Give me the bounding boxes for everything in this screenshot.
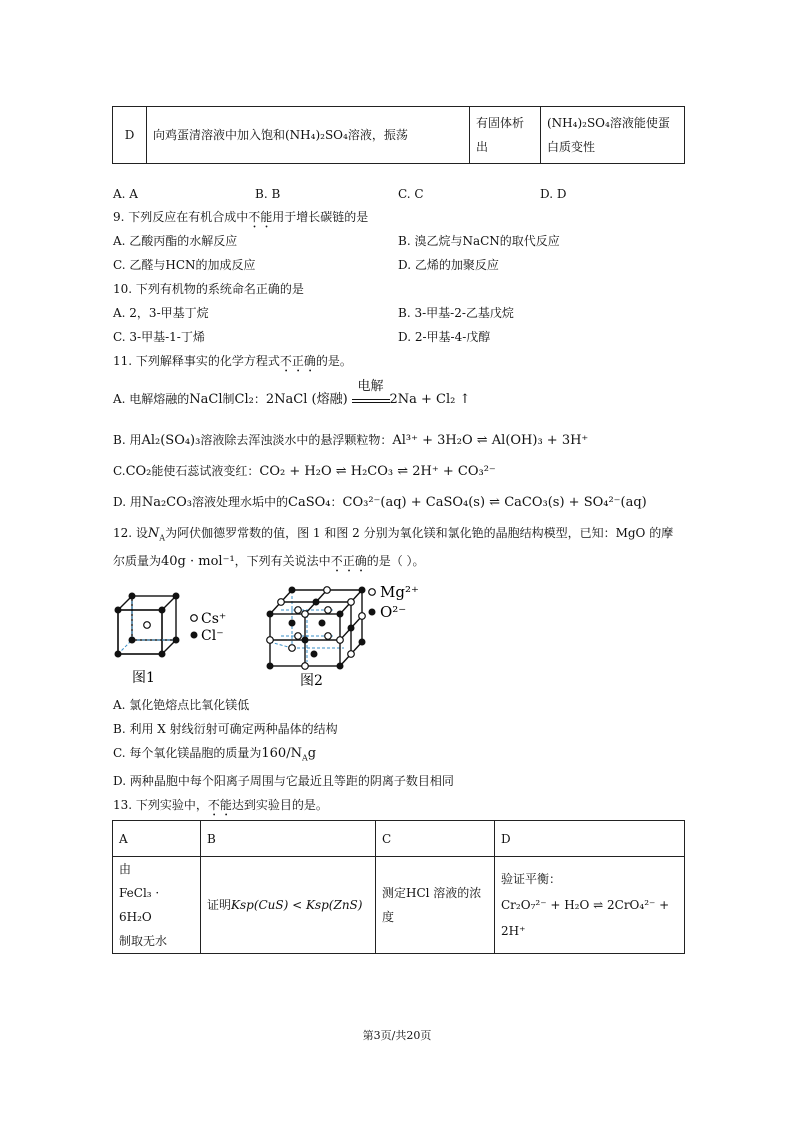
q12-option-a: A. 氯化铯熔点比氧化镁低: [113, 698, 250, 712]
legend-cs: Cs⁺: [201, 611, 227, 627]
electrolysis-condition: 电解: [352, 394, 390, 403]
q8-table-row-d: [112, 106, 685, 164]
q10-option-d: D. 2-甲基-4-戊醇: [398, 330, 491, 344]
legend-mg: Mg²⁺: [380, 583, 419, 601]
q11-option-c: C.CO₂能使石蕊试液变红：CO₂ + H₂O ⇌ H₂CO₃ ⇌ 2H⁺ + CO₃²⁻: [113, 464, 496, 479]
q12-stem-line2: 尔质量为40g · mol⁻¹，下列有关说法中不正确的是（ ）。: [113, 554, 425, 569]
q13-stem: 13. 下列实验中，不能达到实验目的是。: [113, 798, 328, 812]
q13-cell-a: 由 FeCl₃ · 6H₂O 制取无水: [113, 857, 201, 954]
q9-stem: 9. 下列反应在有机合成中不能用于增长碳链的是: [113, 210, 369, 224]
figure-2-caption: 图2: [300, 673, 323, 689]
q9-option-a: A. 乙酸丙酯的水解反应: [113, 234, 238, 248]
q9-option-c: C. 乙醛与HCN的加成反应: [113, 258, 256, 272]
q12-option-c: C. 每个氧化镁晶胞的质量为$160/N_Ag$: [113, 746, 317, 763]
row-letter: D: [113, 107, 147, 164]
q10-option-c: C. 3-甲基-1-丁烯: [113, 330, 205, 344]
q13-header-d: D: [495, 821, 685, 857]
legend-o: O²⁻: [380, 603, 407, 621]
legend-cl: Cl⁻: [201, 628, 224, 644]
q13-header-a: A: [113, 821, 201, 857]
page-footer: 第3页/共20页: [362, 1029, 432, 1042]
phenomenon-cell: 有固体析出: [470, 107, 541, 164]
q12-option-d: D. 两种晶胞中每个阳离子周围与它最近且等距的阴离子数目相同: [113, 774, 454, 788]
q13-cell-b: 证明Ksp(CuS) < Ksp(ZnS): [201, 857, 376, 954]
q11-option-a: A. 电解熔融的NaCl制Cl₂：2NaCl (熔融) 电解 2Na + Cl₂ ↑: [113, 379, 471, 407]
q10-option-a: A. 2，3-甲基丁烷: [113, 306, 209, 320]
q13-table: [112, 820, 685, 954]
q10-option-b: B. 3-甲基-2-乙基戊烷: [398, 306, 514, 320]
figure-2-mgo-cell: [262, 578, 432, 690]
q11-option-b: B. 用Al₂(SO₄)₃溶液除去浑浊淡水中的悬浮颗粒物：Al³⁺ + 3H₂O ⇌ Al(OH)₃ + 3H⁺: [113, 433, 589, 448]
q9-option-d: D. 乙烯的加聚反应: [398, 258, 499, 272]
q12-stem-line1: 12. 设$N_A$为阿伏伽德罗常数的值，图 1 和图 2 分别为氧化镁和氯化铯的晶胞结构模型，已知：MgO 的摩: [113, 526, 674, 543]
q9-option-b: B. 溴乙烷与NaCN的取代反应: [398, 234, 560, 248]
q11-option-d: D. 用Na₂CO₃溶液处理水垢中的CaSO₄：CO₃²⁻(aq) + CaSO₄(s) ⇌ CaCO₃(s) + SO₄²⁻(aq): [113, 495, 647, 510]
q8-option-a: A. A: [113, 187, 138, 201]
q13-cell-c: 测定HCl 溶液的浓 度: [376, 857, 495, 954]
conclusion-cell: (NH₄)₂SO₄溶液能使蛋白质变性: [541, 107, 685, 164]
q10-stem: 10. 下列有机物的系统命名正确的是: [113, 282, 304, 296]
operation-cell: 向鸡蛋清溶液中加入饱和(NH₄)₂SO₄溶液，振荡: [147, 107, 470, 164]
q12-option-b: B. 利用 X 射线衍射可确定两种晶体的结构: [113, 722, 338, 736]
q13-header-b: B: [201, 821, 376, 857]
q8-option-b: B. B: [255, 187, 281, 201]
q11-stem: 11. 下列解释事实的化学方程式不正确的是。: [113, 354, 352, 368]
q8-option-c: C. C: [398, 187, 424, 201]
figure-1-caption: 图1: [132, 670, 155, 686]
q8-option-d: D. D: [540, 187, 567, 201]
figure-1-cscl-cell: [108, 590, 228, 690]
q13-cell-d: 验证平衡： Cr₂O₇²⁻ + H₂O ⇌ 2CrO₄²⁻ + 2H⁺: [495, 857, 685, 954]
q13-header-c: C: [376, 821, 495, 857]
